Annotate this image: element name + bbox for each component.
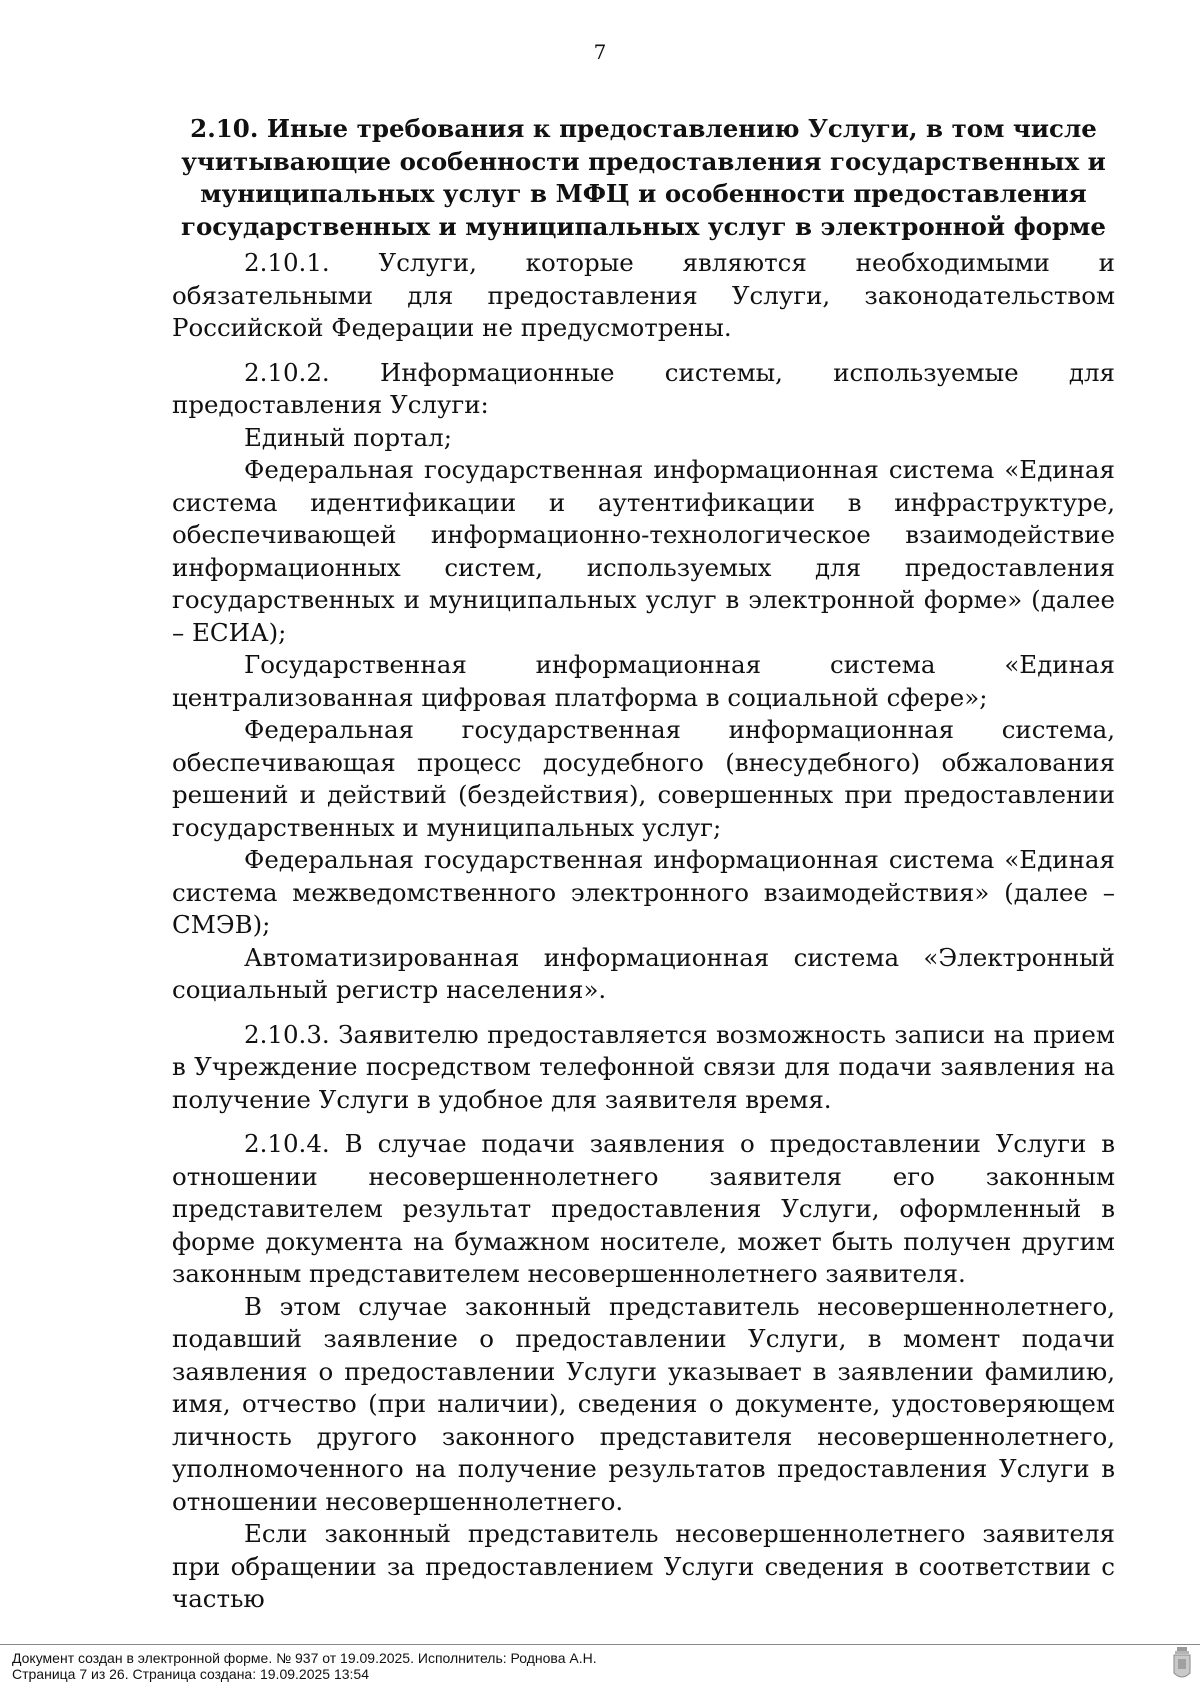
list-item-appeal-system: Федеральная государственная информационная система, обеспечивающая процесс досудебного (внесудебного) обжалования решений и действий (бездействия), совершенных при предоставлении государственных и муниципальных услуг;	[172, 715, 1115, 842]
emblem-icon	[1170, 1645, 1194, 1685]
footer-line-1: Документ создан в электронной форме. № 937 от 19.09.2025. Исполнитель: Роднова А.Н.	[12, 1650, 597, 1666]
list-item-social-platform: Государственная информационная система «Единая централизованная цифровая платформа в социальной сфере»;	[172, 650, 1115, 712]
list-item-smev: Федеральная государственная информационная система «Единая система межведомственного электронного взаимодействия» (далее – СМЭВ);	[172, 845, 1115, 939]
document-body	[172, 113, 1115, 1616]
heading-line: муниципальных услуг в МФЦ и особенности предоставления	[200, 179, 1087, 208]
paragraph-2-10-2: 2.10.2. Информационные системы, используемые для предоставления Услуги:	[172, 357, 1115, 419]
heading-line: государственных и муниципальных услуг в электронной форме	[180, 211, 1107, 241]
footer-line-2: Страница 7 из 26. Страница создана: 19.09.2025 13:54	[12, 1666, 369, 1682]
list-item-single-portal: Единый портал;	[244, 422, 452, 452]
document-footer	[12, 1650, 597, 1682]
paragraph-2-10-4: 2.10.4. В случае подачи заявления о предоставлении Услуги в отношении несовершеннолетнего заявителя его законным представителем результат предоставления Услуги, оформленный в форме документа на бумажном носителе, может быть получен другим законным представителем несовершеннолетнего заявителя.	[172, 1129, 1115, 1288]
paragraph-2-10-1: 2.10.1. Услуги, которые являются необходимыми и обязательными для предоставления Услуги, законодательством Российской Федерации не предусмотрены.	[172, 248, 1115, 342]
page-number: 7	[593, 40, 607, 64]
list-item-social-register: Автоматизированная информационная система «Электронный социальный регистр населения».	[172, 942, 1115, 1004]
heading-line: 2.10. Иные требования к предоставлению Услуги, в том числе	[190, 114, 1097, 143]
paragraph-representative: В этом случае законный представитель несовершеннолетнего, подавший заявление о предоставлении Услуги, в момент подачи заявления о предоставлении Услуги указывает в заявлении фамилию, имя, отчество (при наличии), сведения о документе, удостоверяющем личность другого законного представителя несовершеннолетнего, уполномоченного на получение результатов предоставления Услуги в отношении несовершеннолетнего.	[172, 1291, 1115, 1516]
footer-divider	[0, 1644, 1200, 1645]
section-heading	[172, 113, 1115, 243]
paragraph-2-10-3: 2.10.3. Заявителю предоставляется возможность записи на прием в Учреждение посредством телефонной связи для подачи заявления на получение Услуги в удобное для заявителя время.	[172, 1019, 1115, 1114]
list-item-esia: Федеральная государственная информационная система «Единая система идентификации и аутентификации в инфраструктуре, обеспечивающей информационно-технологическое взаимодействие информационных систем, используемых для предоставления государственных и муниципальных услуг в электронной форме» (далее – ЕСИА);	[172, 455, 1115, 647]
heading-line: учитывающие особенности предоставления государственных и	[181, 146, 1106, 176]
paragraph-continuation: Если законный представитель несовершеннолетнего заявителя при обращении за предоставлением Услуги сведения в соответствии с частью	[172, 1519, 1115, 1613]
